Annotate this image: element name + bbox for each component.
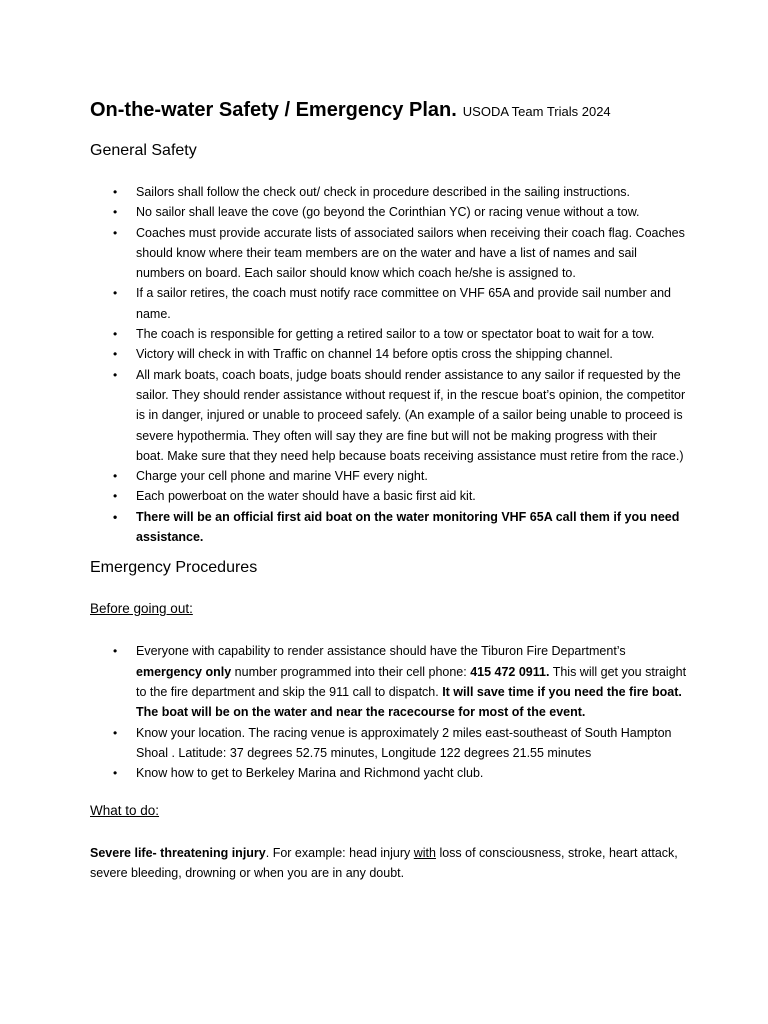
list-item: • No sailor shall leave the cove (go beyond the Corinthian YC) or racing venue without a tow. <box>136 202 688 222</box>
list-item: • Sailors shall follow the check out/ check in procedure described in the sailing instructions. <box>136 182 688 202</box>
title-main: On-the-water Safety / Emergency Plan. <box>90 99 457 121</box>
before-going-out-heading: Before going out: <box>90 601 193 617</box>
text-span-underline: with <box>413 846 436 861</box>
what-to-do-heading: What to do: <box>90 803 160 819</box>
text-span: Everyone with capability to render assistance should have the Tiburon Fire Department’s <box>136 644 626 659</box>
text-span-bold: It will save time if you need the fire boat. The boat will be on the water and near the racecourse for most of the event. <box>136 684 682 720</box>
general-safety-list <box>90 182 688 547</box>
list-item: • Each powerboat on the water should have a basic first aid kit. <box>136 486 688 506</box>
list-item: • Know how to get to Berkeley Marina and Richmond yacht club. <box>136 763 688 783</box>
emergency-procedures-heading: Emergency Procedures <box>90 559 258 577</box>
document-title <box>90 96 688 126</box>
list-item: • All mark boats, coach boats, judge boats should render assistance to any sailor if requested by the sailor. They should render assistance without request if, in the rescue boat’s opinion, the competitor is in danger, injured or unable to proceed safely. (An example of a sailor being unable to proceed is severe hypothermia. They often will say they are fine but will not be making progress with their boat. Make sure that they need help because boats receiving assistance must retire from the race.) <box>136 365 688 466</box>
list-item: • Charge your cell phone and marine VHF every night. <box>136 466 688 486</box>
title-subtitle: USODA Team Trials 2024 <box>462 104 611 119</box>
text-span: loss of consciousness, stroke, heart attack, severe bleeding, drowning or when you are in any doubt. <box>90 846 678 881</box>
list-item: • Coaches must provide accurate lists of associated sailors when receiving their coach flag. Coaches should know where their team members are on the water and have a list of names and sail numbers on board. Each sailor should know which coach he/she is assigned to. <box>136 223 688 284</box>
list-item <box>136 641 688 722</box>
text-span: . For example: head injury <box>265 846 414 861</box>
list-item: • If a sailor retires, the coach must notify race committee on VHF 65A and provide sail number and name. <box>136 283 688 324</box>
text-span-bold: emergency only <box>136 664 232 679</box>
general-safety-heading: General Safety <box>90 142 197 159</box>
before-going-out-list <box>90 641 688 783</box>
text-span-bold: Severe life- threatening injury <box>90 846 266 861</box>
text-span: This will get you straight to the fire department and skip the 911 call to dispatch. <box>136 664 687 699</box>
list-item: • There will be an official first aid boat on the water monitoring VHF 65A call them if you need assistance. <box>136 507 688 548</box>
text-span: number programmed into their cell phone: <box>231 664 471 679</box>
list-item: • Victory will check in with Traffic on channel 14 before optis cross the shipping channel. <box>136 344 688 364</box>
severe-injury-paragraph <box>90 843 688 883</box>
list-item: • The coach is responsible for getting a retired sailor to a tow or spectator boat to wait for a tow. <box>136 324 688 344</box>
list-item: • Know your location. The racing venue is approximately 2 miles east-southeast of South Hampton Shoal . Latitude: 37 degrees 52.75 minutes, Longitude 122 degrees 21.55 minutes <box>136 723 688 764</box>
phone-number: 415 472 0911. <box>470 664 550 679</box>
